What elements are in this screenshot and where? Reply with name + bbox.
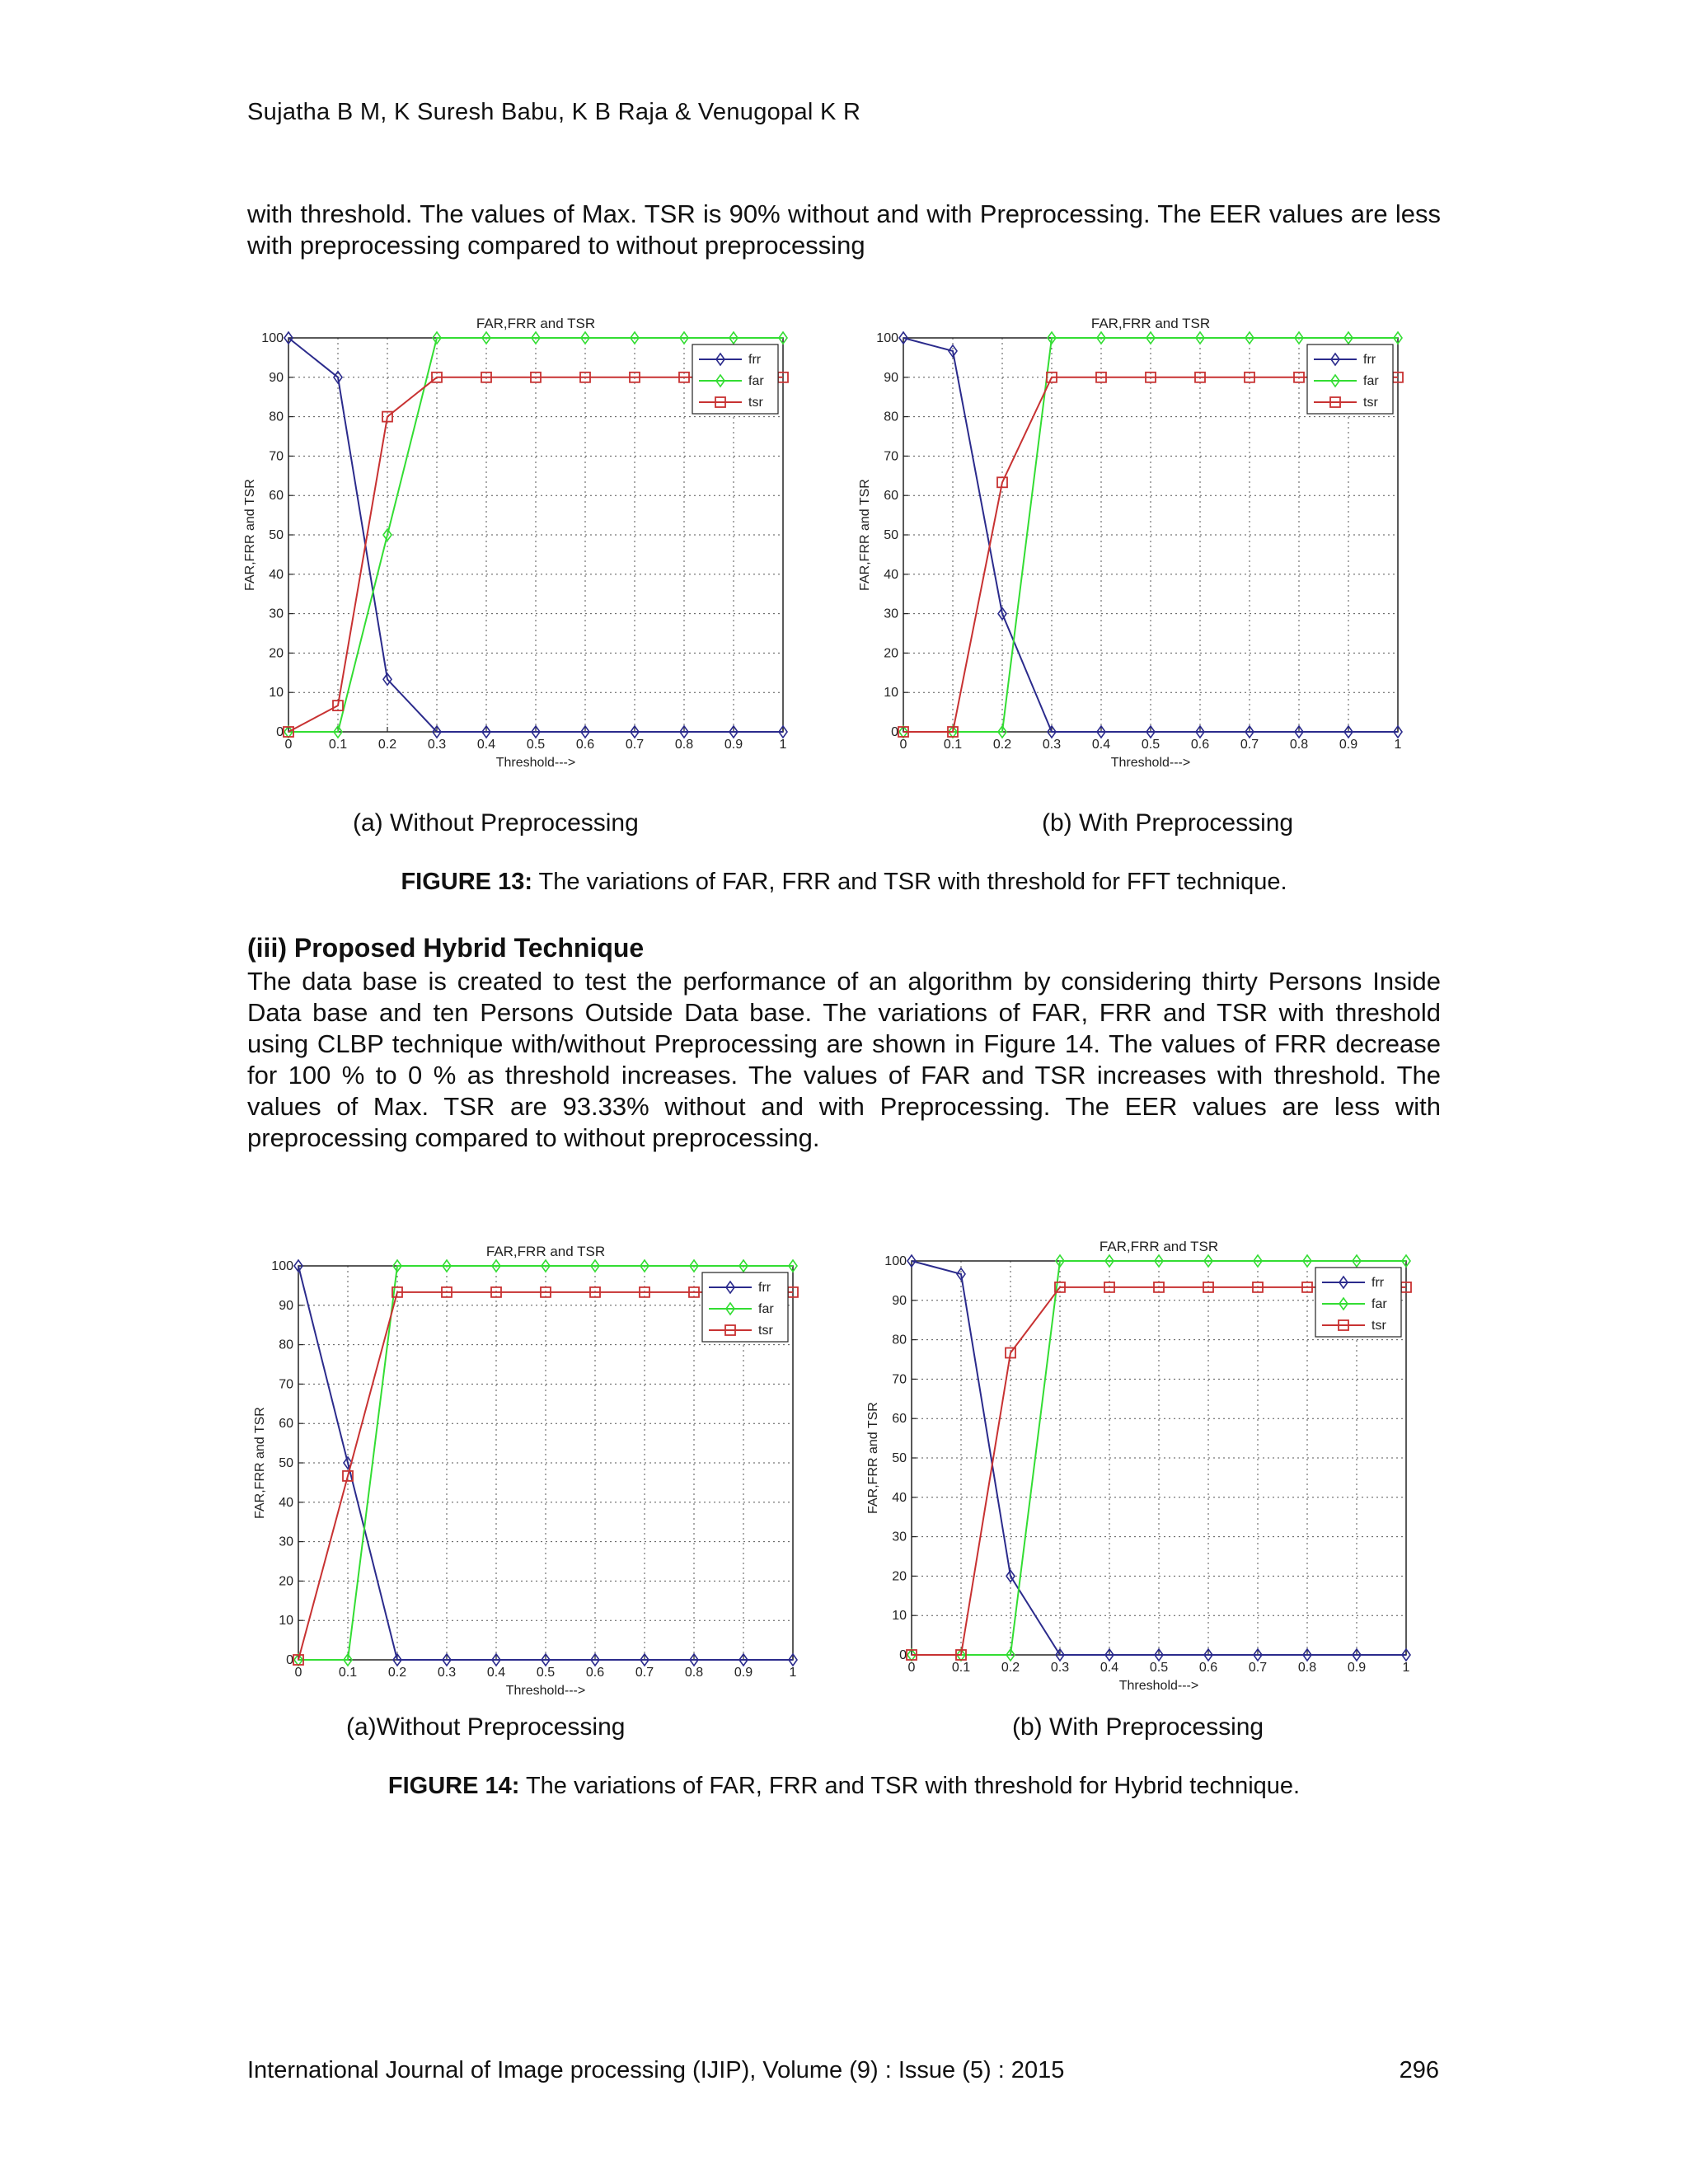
x-tick-label: 0.2 [992, 738, 1012, 752]
x-tick-label: 1 [1394, 738, 1402, 752]
x-tick-label: 0.8 [674, 738, 694, 752]
section-heading: (iii) Proposed Hybrid Technique [247, 933, 645, 963]
figure14-caption-label: FIGURE 14: [387, 1773, 520, 1799]
section-paragraph: The data base is created to test the performance of an algorithm by considering thirty Persons Inside Data base and ten Persons Outside Data base. The variations of FAR, FRR and TSR with threshold using CLBP technique with/without Preprocessing are shown in Figure 14. The values of FRR decrease for 100 % to 0 % as threshold increases. The values of FAR and TSR increases with threshold. The values of Max. TSR are 93.33% without and with Preprocessing. The EER values are less with preprocessing compared to without preprocessing. [247, 967, 1441, 1152]
figure14-chart-b [862, 1228, 1439, 1706]
x-tick-label: 0.6 [575, 738, 595, 752]
x-tick-label: 0.8 [1297, 1661, 1317, 1675]
y-tick-label: 100 [884, 1254, 907, 1268]
series-line-tsr [912, 1287, 1406, 1655]
legend-label-tsr: tsr [758, 1324, 773, 1338]
y-tick-label: 10 [892, 1609, 907, 1624]
y-tick-label: 40 [269, 567, 284, 582]
legend-label-tsr: tsr [1363, 396, 1378, 410]
y-tick-label: 100 [876, 331, 898, 345]
x-tick-label: 0.1 [951, 1661, 971, 1675]
legend [1307, 344, 1393, 414]
y-tick-label: 60 [269, 489, 284, 504]
y-axis-label: FAR,FRR and TSR [858, 479, 872, 591]
chart-title: FAR,FRR and TSR [1099, 1239, 1219, 1254]
legend-label-far: far [758, 1302, 774, 1316]
x-tick-label: 0 [294, 1666, 302, 1680]
y-tick-label: 30 [279, 1535, 293, 1549]
figure14-caption [0, 1773, 1688, 1800]
x-axis-label: Threshold---> [505, 1684, 586, 1698]
legend-label-far: far [1372, 1297, 1387, 1311]
intro-paragraph: with threshold. The values of Max. TSR is 90% without and with Preprocessing. The EER values are less with preprocessing compared to without preprocessing [247, 199, 1441, 260]
y-tick-label: 80 [279, 1338, 293, 1352]
y-tick-label: 80 [892, 1333, 907, 1347]
x-tick-label: 0.5 [536, 1666, 556, 1680]
y-axis-label: FAR,FRR and TSR [253, 1407, 267, 1519]
y-tick-label: 20 [269, 646, 284, 661]
y-tick-label: 90 [279, 1298, 293, 1313]
figure13-caption-text: The variations of FAR, FRR and TSR with threshold for FFT technique. [532, 869, 1287, 895]
chart-title: FAR,FRR and TSR [1090, 316, 1211, 331]
x-tick-label: 0 [907, 1661, 916, 1675]
running-header: Sujatha B M, K Suresh Babu, K B Raja & Venugopal K R [247, 99, 861, 125]
legend-label-frr: frr [1363, 353, 1376, 367]
legend-label-far: far [1363, 374, 1379, 388]
y-axis-label: FAR,FRR and TSR [243, 479, 257, 591]
y-tick-label: 40 [279, 1495, 293, 1510]
legend-label-far: far [748, 374, 764, 388]
x-tick-label: 1 [789, 1666, 797, 1680]
y-tick-label: 100 [271, 1259, 293, 1273]
x-tick-label: 0.7 [1240, 738, 1259, 752]
y-tick-label: 70 [884, 449, 898, 464]
x-tick-label: 0.8 [1289, 738, 1309, 752]
y-tick-label: 80 [884, 410, 898, 424]
x-tick-label: 0.5 [526, 738, 546, 752]
footer-journal: International Journal of Image processing (IJIP), Volume (9) : Issue (5) : 2015 [247, 2057, 1065, 2083]
y-tick-label: 40 [892, 1490, 907, 1505]
y-tick-label: 10 [279, 1614, 293, 1629]
chart-title: FAR,FRR and TSR [485, 1244, 606, 1259]
series-line-tsr [288, 377, 783, 732]
x-tick-label: 0.1 [328, 738, 348, 752]
legend-label-frr: frr [1372, 1276, 1385, 1290]
y-tick-label: 10 [269, 686, 284, 701]
x-tick-label: 0.3 [437, 1666, 457, 1680]
y-tick-label: 80 [269, 410, 284, 424]
x-axis-label: Threshold---> [1118, 1679, 1199, 1693]
x-tick-label: 0.5 [1149, 1661, 1169, 1675]
x-tick-label: 0.3 [427, 738, 447, 752]
x-tick-label: 0.2 [377, 738, 397, 752]
legend [692, 344, 778, 414]
x-tick-label: 0.1 [943, 738, 963, 752]
x-tick-label: 0 [899, 738, 907, 752]
y-tick-label: 50 [279, 1456, 293, 1470]
x-tick-label: 1 [1402, 1661, 1410, 1675]
figure13-chart-a [239, 305, 816, 783]
x-tick-label: 0.1 [338, 1666, 358, 1680]
y-tick-label: 90 [884, 370, 898, 385]
y-tick-label: 50 [884, 528, 898, 542]
legend [702, 1272, 788, 1342]
x-tick-label: 0.2 [1001, 1661, 1020, 1675]
y-tick-label: 20 [279, 1574, 293, 1589]
y-tick-label: 70 [279, 1377, 293, 1392]
x-tick-label: 0.8 [684, 1666, 704, 1680]
x-tick-label: 0.9 [1339, 738, 1358, 752]
x-tick-label: 0.7 [635, 1666, 654, 1680]
chart-title: FAR,FRR and TSR [476, 316, 596, 331]
figure14-caption-text: The variations of FAR, FRR and TSR with threshold for Hybrid technique. [519, 1773, 1301, 1799]
x-tick-label: 0.4 [476, 738, 496, 752]
page-number: 296 [1399, 2057, 1439, 2083]
x-tick-label: 0.2 [387, 1666, 407, 1680]
figure14-subcaption-b: (b) With Preprocessing [1012, 1713, 1264, 1741]
y-tick-label: 20 [884, 646, 898, 661]
y-tick-label: 0 [286, 1653, 293, 1667]
x-tick-label: 0.4 [1100, 1661, 1119, 1675]
x-tick-label: 0 [284, 738, 293, 752]
y-axis-label: FAR,FRR and TSR [866, 1402, 880, 1514]
x-tick-label: 1 [779, 738, 787, 752]
legend [1315, 1268, 1401, 1337]
y-tick-label: 40 [884, 567, 898, 582]
x-tick-label: 0.4 [1091, 738, 1111, 752]
x-tick-label: 0.3 [1050, 1661, 1070, 1675]
x-axis-label: Threshold---> [495, 756, 576, 770]
x-tick-label: 0.4 [486, 1666, 506, 1680]
legend-label-tsr: tsr [1372, 1319, 1386, 1333]
legend-box [692, 344, 778, 414]
y-tick-label: 0 [276, 725, 284, 739]
y-tick-label: 90 [269, 370, 284, 385]
y-tick-label: 0 [899, 1648, 907, 1662]
x-tick-label: 0.3 [1042, 738, 1062, 752]
x-tick-label: 0.9 [734, 1666, 753, 1680]
figure13-caption [0, 869, 1688, 896]
y-tick-label: 90 [892, 1293, 907, 1308]
y-tick-label: 60 [892, 1412, 907, 1427]
x-tick-label: 0.6 [585, 1666, 605, 1680]
y-tick-label: 50 [269, 528, 284, 542]
figure14-chart-a [249, 1233, 826, 1711]
x-tick-label: 0.6 [1198, 1661, 1218, 1675]
legend-box [1307, 344, 1393, 414]
y-tick-label: 60 [279, 1417, 293, 1432]
series-line-tsr [298, 1292, 793, 1660]
y-tick-label: 30 [884, 607, 898, 621]
legend-label-frr: frr [748, 353, 762, 367]
figure13-chart-b [854, 305, 1431, 783]
figure13-caption-label: FIGURE 13: [401, 869, 532, 895]
y-tick-label: 10 [884, 686, 898, 701]
y-tick-label: 30 [892, 1530, 907, 1544]
x-tick-label: 0.9 [1347, 1661, 1367, 1675]
figure13-subcaption-a: (a) Without Preprocessing [353, 809, 639, 837]
legend-label-frr: frr [758, 1281, 771, 1295]
y-tick-label: 30 [269, 607, 284, 621]
y-tick-label: 20 [892, 1569, 907, 1584]
y-tick-label: 0 [891, 725, 898, 739]
x-tick-label: 0.7 [1248, 1661, 1268, 1675]
x-axis-label: Threshold---> [1110, 756, 1191, 770]
figure13-subcaption-b: (b) With Preprocessing [1042, 809, 1294, 837]
series-line-tsr [903, 377, 1398, 732]
y-tick-label: 60 [884, 489, 898, 504]
legend-box [702, 1272, 788, 1342]
figure14-subcaption-a: (a)Without Preprocessing [346, 1713, 626, 1741]
y-tick-label: 50 [892, 1451, 907, 1465]
y-tick-label: 100 [261, 331, 284, 345]
y-tick-label: 70 [892, 1372, 907, 1387]
x-tick-label: 0.6 [1190, 738, 1210, 752]
x-tick-label: 0.7 [625, 738, 645, 752]
legend-label-tsr: tsr [748, 396, 763, 410]
x-tick-label: 0.9 [724, 738, 743, 752]
x-tick-label: 0.5 [1141, 738, 1160, 752]
y-tick-label: 70 [269, 449, 284, 464]
legend-box [1315, 1268, 1401, 1337]
